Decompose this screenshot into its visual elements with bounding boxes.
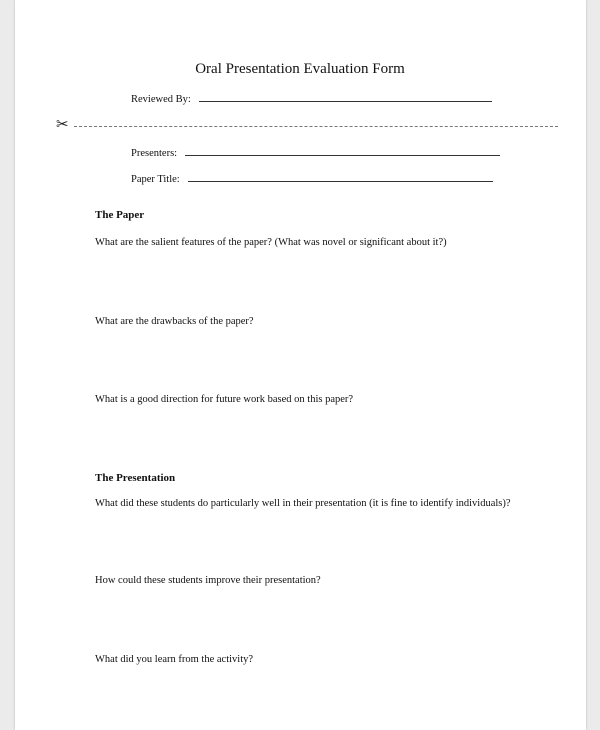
presenters-label: Presenters: <box>131 148 178 159</box>
reviewed-by-field <box>131 93 492 105</box>
paper-title-field <box>131 173 493 185</box>
reviewed-by-line[interactable] <box>199 93 492 102</box>
form-title: Oral Presentation Evaluation Form <box>195 61 405 77</box>
paper-title-line[interactable] <box>188 173 493 182</box>
paper-title-label: Paper Title: <box>131 174 180 185</box>
question-learned: What did you learn from the activity? <box>95 654 254 665</box>
cut-line <box>74 126 558 127</box>
question-future-work: What is a good direction for future work based on this paper? <box>95 394 354 405</box>
question-improve: How could these students improve their presentation? <box>95 575 321 586</box>
scissors-icon: ✂ <box>56 115 69 133</box>
reviewed-by-label: Reviewed By: <box>131 94 191 105</box>
question-drawbacks: What are the drawbacks of the paper? <box>95 316 254 327</box>
question-salient-features: What are the salient features of the paper? (What was novel or significant about it?) <box>95 237 447 248</box>
document-page <box>15 0 586 730</box>
presenters-line[interactable] <box>185 147 500 156</box>
presenters-field <box>131 147 500 159</box>
section-heading-paper: The Paper <box>95 209 145 221</box>
section-heading-presentation: The Presentation <box>95 472 176 484</box>
question-did-well: What did these students do particularly well in their presentation (it is fine to identify individuals)? <box>95 498 511 509</box>
